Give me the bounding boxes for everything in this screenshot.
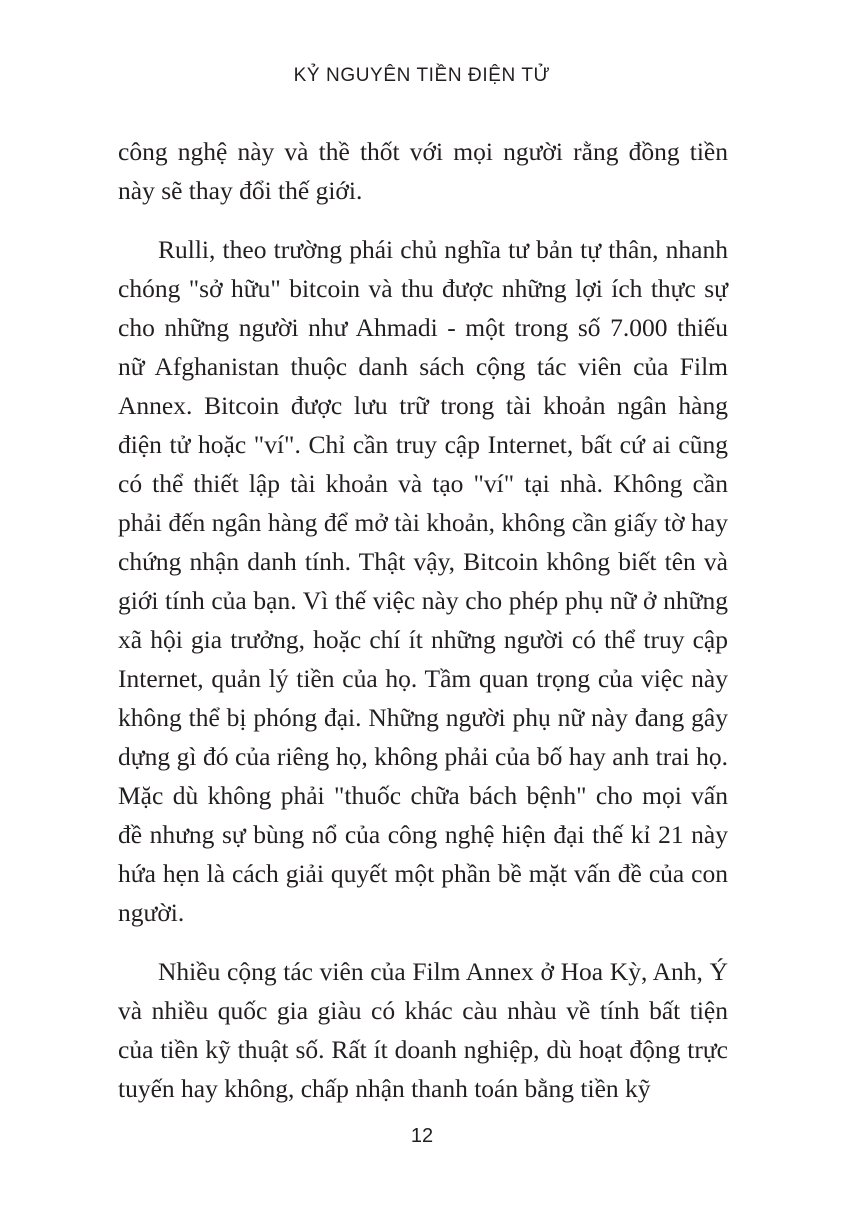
page-number: 12 xyxy=(410,1125,434,1147)
paragraph-continued: công nghệ này và thề thốt với mọi người rằng đồng tiền này sẽ thay đổi thế giới. xyxy=(118,137,728,205)
body-text xyxy=(118,132,728,1128)
paragraph: Rulli, theo trường phái chủ nghĩa tư bản tự thân, nhanh chóng "sở hữu" bitcoin và thu được những lợi ích thực sự cho những người như Ahmadi - một trong số 7.000 thiếu nữ Afghanistan thuộc danh sách cộng tác viên của Film Annex. Bitcoin được lưu trữ trong tài khoản ngân hàng điện tử hoặc "ví". Chỉ cần truy cập Internet, bất cứ ai cũng có thể thiết lập tài khoản và tạo "ví" tại nhà. Không cần phải đến ngân hàng để mở tài khoản, không cần giấy tờ hay chứng nhận danh tính. Thật vậy, Bitcoin không biết tên và giới tính của bạn. Vì thế việc này cho phép phụ nữ ở những xã hội gia trưởng, hoặc chí ít những người có thể truy cập Internet, quản lý tiền của họ. Tầm quan trọng của việc này không thể bị phóng đại. Những người phụ nữ này đang gây dựng gì đó của riêng họ, không phải của bố hay anh trai họ. Mặc dù không phải "thuốc chữa bách bệnh" cho mọi vấn đề nhưng sự bùng nổ của công nghệ hiện đại thế kỉ 21 này hứa hẹn là cách giải quyết một phần bề mặt vấn đề của con người. xyxy=(118,235,728,927)
paragraph: Nhiều cộng tác viên của Film Annex ở Hoa Kỳ, Anh, Ý và nhiều quốc gia giàu có khác càu nhàu về tính bất tiện của tiền kỹ thuật số. Rất ít doanh nghiệp, dù hoạt động trực tuyến hay không, chấp nhận thanh toán bằng tiền kỹ xyxy=(118,957,728,1103)
running-header-title: KỶ NGUYÊN TIỀN ĐIỆN TỬ xyxy=(293,65,551,86)
